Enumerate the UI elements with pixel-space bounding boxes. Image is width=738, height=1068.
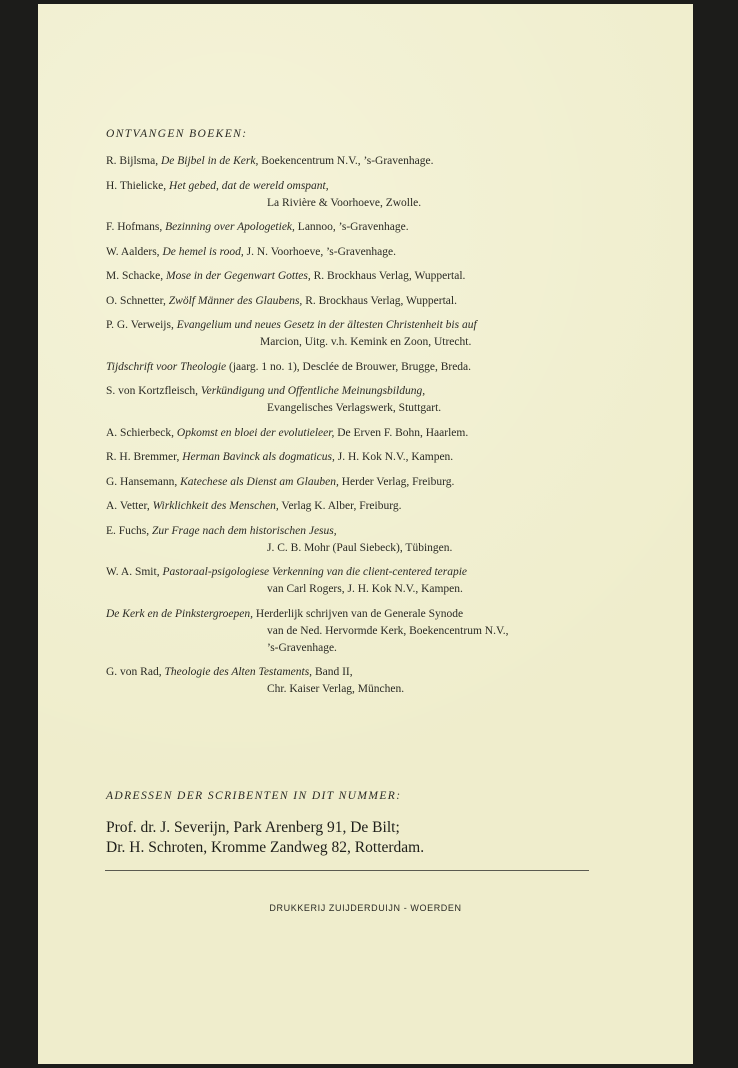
book-entry-line bbox=[106, 359, 601, 376]
book-entry bbox=[106, 293, 601, 310]
book-author: A. Schierbeck, bbox=[106, 426, 177, 439]
divider-rule bbox=[105, 870, 589, 871]
book-entry bbox=[106, 564, 601, 598]
book-title: Opkomst en bloei der evolutieleer, bbox=[176, 426, 335, 439]
book-publisher: Lannoo, ’s-Gravenhage. bbox=[294, 221, 409, 233]
book-entry-line bbox=[106, 564, 601, 581]
book-publisher: J. N. Voorhoeve, ’s-Gravenhage. bbox=[243, 245, 397, 258]
book-author: W. A. Smit, bbox=[106, 566, 163, 578]
book-author: G. Hansemann, bbox=[106, 475, 181, 488]
book-list bbox=[106, 153, 601, 698]
book-publisher: R. Brockhaus Verlag, Wuppertal. bbox=[310, 270, 466, 282]
book-title: De hemel is rood, bbox=[162, 245, 244, 258]
addresses-title: ADRESSEN DER SCRIBENTEN IN DIT NUMMER: bbox=[106, 789, 402, 802]
book-publisher: Boekencentrum N.V., ’s-Gravenhage. bbox=[258, 155, 434, 167]
book-publisher: Herder Verlag, Freiburg. bbox=[338, 475, 455, 488]
book-title: Katechese als Dienst am Glauben, bbox=[180, 475, 339, 488]
book-title: Zwölf Männer des Glaubens, bbox=[168, 294, 303, 307]
book-continuation: ’s-Gravenhage. bbox=[267, 641, 337, 654]
spacer bbox=[106, 706, 601, 788]
book-entry-line bbox=[106, 153, 601, 170]
book-entry bbox=[106, 425, 601, 442]
book-continuation: Chr. Kaiser Verlag, München. bbox=[267, 683, 405, 695]
book-title: Pastoraal-psigologiese Verkenning van die client-centered terapie bbox=[162, 566, 468, 578]
book-publisher: Verlag K. Alber, Freiburg. bbox=[278, 500, 402, 512]
book-continuation: La Rivière & Voorhoeve, Zwolle. bbox=[267, 196, 422, 209]
book-entry-line bbox=[106, 219, 601, 236]
book-entry bbox=[106, 664, 601, 698]
book-continuation: van Carl Rogers, J. H. Kok N.V., Kampen. bbox=[267, 583, 463, 595]
book-author: M. Schacke, bbox=[106, 270, 167, 282]
book-entry-line bbox=[106, 317, 601, 334]
book-entry-line bbox=[106, 293, 601, 310]
book-entry-line bbox=[106, 268, 601, 285]
book-entry-line bbox=[106, 664, 601, 681]
book-title: Zur Frage nach dem historischen Jesus, bbox=[152, 524, 337, 537]
book-author: G. von Rad, bbox=[106, 666, 165, 678]
book-author: R. Bijlsma, bbox=[106, 155, 161, 167]
book-entry-line bbox=[106, 523, 601, 540]
book-continuation: van de Ned. Hervormde Kerk, Boekencentrum N.V., bbox=[267, 624, 509, 637]
book-entry-line bbox=[106, 474, 601, 491]
book-entry bbox=[106, 449, 601, 466]
book-author: E. Fuchs, bbox=[106, 524, 152, 537]
book-title: Verkündigung und Offentliche Meinungsbildung, bbox=[200, 385, 426, 397]
book-title: Wirklichkeit des Menschen, bbox=[152, 500, 279, 512]
book-entry-line bbox=[106, 449, 601, 466]
book-author: R. H. Bremmer, bbox=[106, 451, 183, 463]
book-author: S. von Kortzfleisch, bbox=[106, 385, 201, 397]
book-title: Theologie des Alten Testaments, bbox=[164, 666, 313, 678]
book-entry-line bbox=[106, 498, 601, 515]
book-entry bbox=[106, 474, 601, 491]
book-author: W. Aalders, bbox=[106, 245, 163, 258]
book-title: Mose in der Gegenwart Gottes, bbox=[166, 270, 311, 282]
book-entry bbox=[106, 219, 601, 236]
address-line: Dr. H. Schroten, Kromme Zandweg 82, Rotterdam. bbox=[106, 838, 425, 856]
book-entry bbox=[106, 244, 601, 261]
book-entry-line bbox=[106, 178, 601, 195]
book-entry-line bbox=[106, 244, 601, 261]
book-entry bbox=[106, 606, 601, 657]
book-entry-line bbox=[106, 606, 601, 623]
book-entry bbox=[106, 317, 601, 351]
received-books-title: ONTVANGEN BOEKEN: bbox=[106, 128, 248, 140]
book-entry bbox=[106, 268, 601, 285]
book-author: P. G. Verweijs, bbox=[106, 319, 177, 331]
book-entry bbox=[106, 523, 601, 557]
book-author: H. Thielicke, bbox=[106, 179, 170, 192]
book-title: Bezinning over Apologetiek, bbox=[165, 221, 295, 233]
book-publisher: Herderlijk schrijven van de Generale Synode bbox=[253, 607, 464, 620]
book-entry bbox=[106, 383, 601, 417]
book-publisher: De Erven F. Bohn, Haarlem. bbox=[334, 426, 469, 439]
book-publisher: Band II, bbox=[312, 666, 353, 678]
book-title: Tijdschrift voor Theologie bbox=[106, 360, 227, 373]
book-entry bbox=[106, 153, 601, 170]
address-line: Prof. dr. J. Severijn, Park Arenberg 91, De Bilt; bbox=[106, 818, 400, 836]
content bbox=[106, 126, 601, 858]
book-publisher: R. Brockhaus Verlag, Wuppertal. bbox=[302, 294, 457, 307]
printer-imprint: DRUKKERIJ ZUIJDERDUIJN - WOERDEN bbox=[269, 903, 462, 913]
book-entry-line bbox=[106, 425, 601, 442]
book-title: De Kerk en de Pinkstergroepen, bbox=[106, 607, 254, 620]
book-title: Het gebed, dat de wereld omspant, bbox=[169, 179, 329, 192]
book-publisher: J. H. Kok N.V., Kampen. bbox=[334, 451, 454, 463]
book-publisher: (jaarg. 1 no. 1), Desclée de Brouwer, Brugge, Breda. bbox=[226, 360, 472, 373]
book-author: O. Schnetter, bbox=[106, 294, 169, 307]
book-title: Herman Bavinck als dogmaticus, bbox=[182, 451, 335, 463]
book-entry bbox=[106, 359, 601, 376]
book-continuation: Evangelisches Verlagswerk, Stuttgart. bbox=[267, 402, 442, 414]
book-title: Evangelium und neues Gesetz in der ältesten Christenheit bis auf bbox=[176, 319, 477, 331]
book-author: A. Vetter, bbox=[106, 500, 153, 512]
page bbox=[38, 4, 693, 1064]
book-entry-line bbox=[106, 383, 601, 400]
book-continuation: Marcion, Uitg. v.h. Kemink en Zoon, Utrecht. bbox=[260, 336, 472, 348]
book-entry bbox=[106, 178, 601, 212]
book-title: De Bijbel in de Kerk, bbox=[160, 155, 259, 167]
book-author: F. Hofmans, bbox=[106, 221, 166, 233]
book-entry bbox=[106, 498, 601, 515]
book-continuation: J. C. B. Mohr (Paul Siebeck), Tübingen. bbox=[267, 541, 453, 554]
